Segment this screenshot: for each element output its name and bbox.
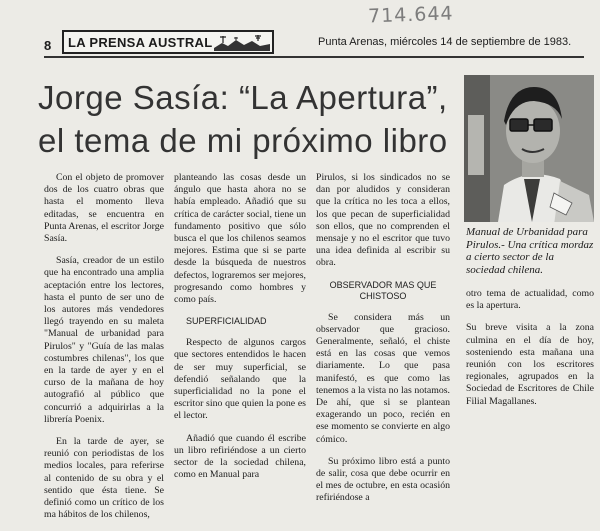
paragraph: Añadió que cuando él escribe un libro refiriéndose a un cierto sector de la sociedad chilena, como en Manual para xyxy=(174,432,306,481)
paragraph: Su breve visita a la zona culmina en el día de hoy, sosteniendo esta mañana una reunión con los escritores regionales, agrupados en la Sociedad de Escritores de Chile Filial Magallanes. xyxy=(466,322,594,407)
author-portrait-image xyxy=(464,75,594,222)
paragraph: Se considera más un observador que gracioso. Generalmente, señaló, el chiste está en las cosas que vemos diariamente. Lo que pasa manifestó, es que como las tenemos a la vista no las notamos. De ahí, que si se plantean exagerando un poco, recién en ese momento se convierte en algo cómico. xyxy=(316,311,450,445)
author-photo xyxy=(464,75,594,222)
paragraph: planteando las cosas desde un ángulo que hasta ahora no se había empleado. Añadió que su crítica de carácter social, tiene un fundamento positivo que sólo busca el que los chilenos seamos mejores. Estima que si se parte desde la búsqueda de nuestros defectos, lograremos ser mejores, progresando como hombres y como país. xyxy=(174,172,306,306)
paragraph: Con el objeto de promover dos de los cuatro obras que hasta el momento lleva editadas, se encuentra en Punta Arenas, el escritor Jorge Sasía. xyxy=(44,172,164,245)
paragraph: Sasía, creador de un estilo que ha encontrado una amplia aceptación entre los lectores, hasta el punto de ser uno de los autores más vendedores llegó trayendo en su maleta "Manual de urbanidad para Pirulos" y "Guía de las malas costumbres chilenas", los que en la tarde de ayer y en el curso de la mañana de hoy autografió al público que concurrió a adquirirlas a la librería Poenix. xyxy=(44,255,164,425)
page-number: 8 xyxy=(44,38,52,53)
masthead-title: LA PRENSA AUSTRAL xyxy=(68,35,213,50)
paragraph: otro tema de actualidad, como es la apertura. xyxy=(466,288,594,312)
headline-line-1: Jorge Sasía: “La Apertura”, xyxy=(38,79,448,116)
newspaper-masthead xyxy=(62,30,274,54)
paragraph: Respecto de algunos cargos que sectores entendidos le hacen de ser muy superficial, se defendió señalando que la superficialidad no la pone el escritor sino que quien la pone es el lector. xyxy=(174,337,306,422)
article-column-4 xyxy=(466,288,594,418)
handwritten-archive-number: 714.644 xyxy=(367,2,454,28)
article-column-1 xyxy=(44,172,164,531)
headline-line-2: el tema de mi próximo libro xyxy=(38,122,448,159)
header-rule xyxy=(44,56,584,58)
article-headline xyxy=(38,76,458,162)
photo-caption: Manual de Urbanidad para Pirulos.- Una crítica mordaz a cierto sector de la sociedad chilena. xyxy=(466,226,594,276)
article-column-2 xyxy=(174,172,306,491)
paragraph: Pirulos, si los sindicados no se dan por aludidos y consideran que la crítica no les toca a ellos, los que pecan de superficialidad son ellos, que no comprenden el mensaje y no el escritor que tuvo una idea definida al escribir su obra. xyxy=(316,172,450,269)
paragraph: Su próximo libro está a punto de salir, cosa que debe ocurrir en el mes de octubre, en esta ocasión refiriéndose a xyxy=(316,455,450,504)
dateline: Punta Arenas, miércoles 14 de septiembre de 1983. xyxy=(318,36,572,48)
article-column-3 xyxy=(316,172,450,515)
section-subhead-superficialidad: SUPERFICIALIDAD xyxy=(186,316,267,327)
paragraph: En la tarde de ayer, se reunió con periodistas de los medios locales, para referirse al contenido de su obra y el sentido que ésta tiene. Se definió como un crítico de los ma hábitos de los chilenos, xyxy=(44,436,164,521)
masthead-landscape-icon xyxy=(214,34,270,51)
section-subhead-observador: OBSERVADOR MAS QUE CHISTOSO xyxy=(329,279,437,301)
